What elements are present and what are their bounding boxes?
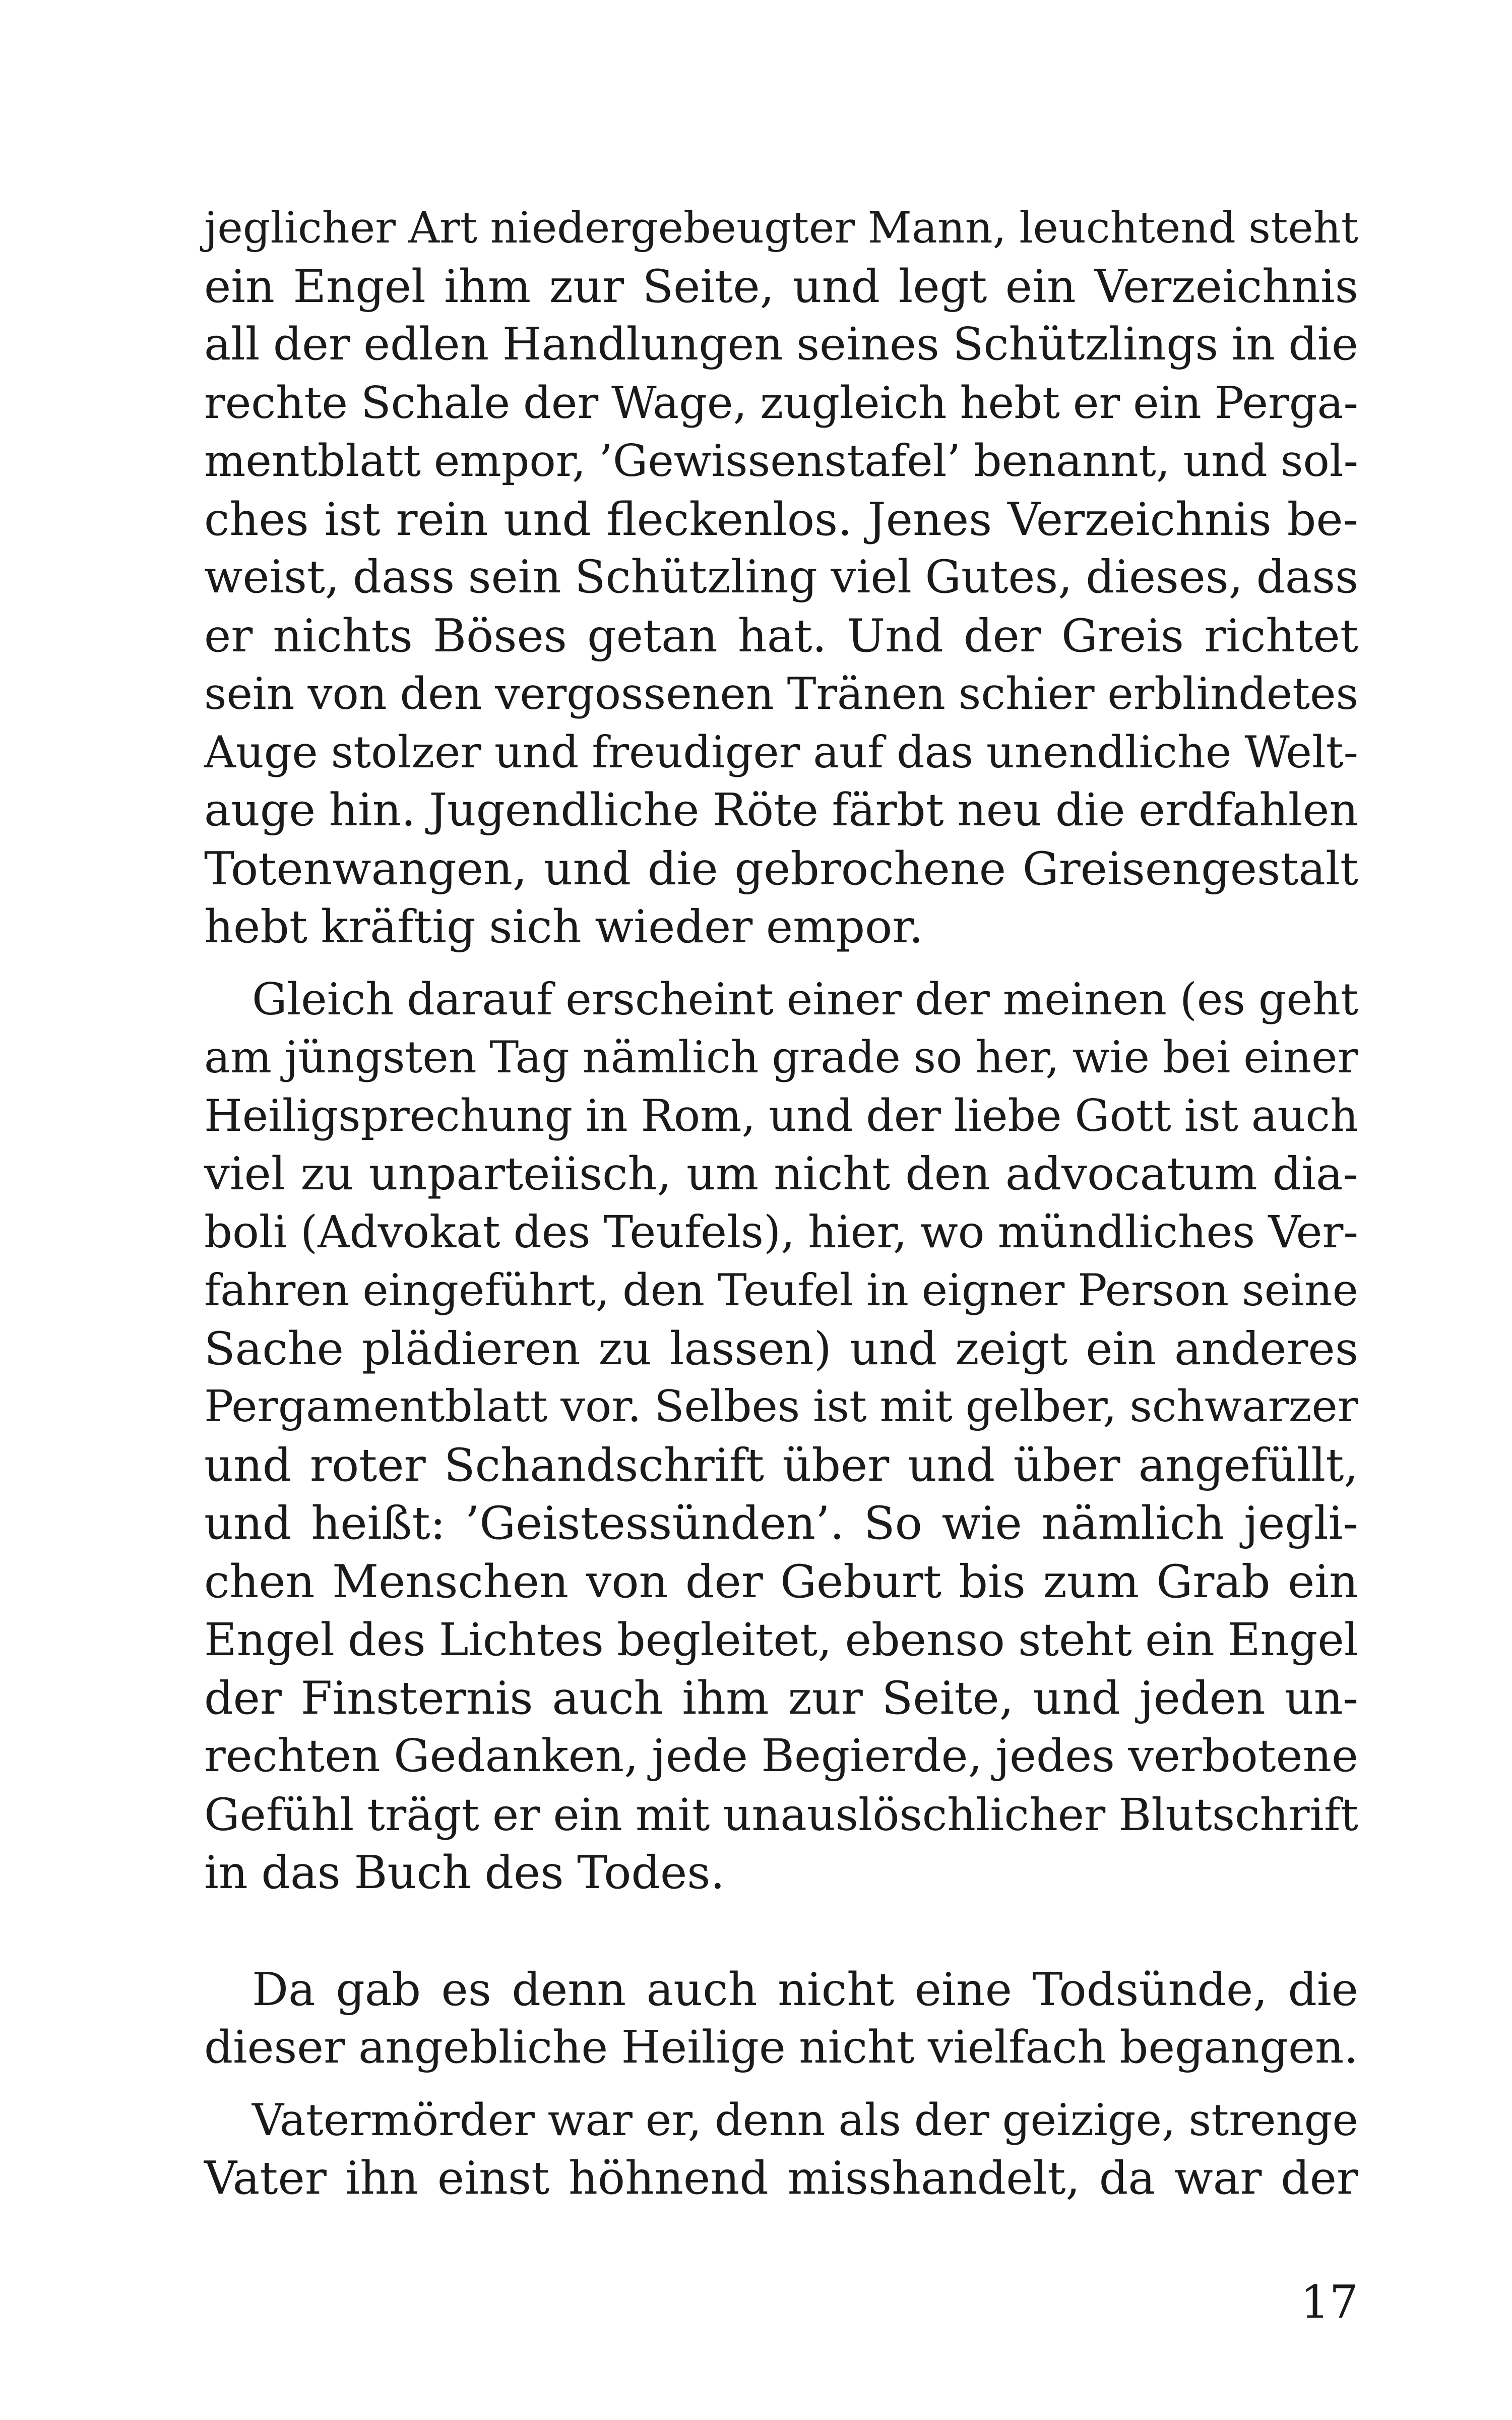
text-line: rechte Schale der Wage, zugleich hebt er ein Perga- (204, 377, 1358, 429)
text-line: weist, dass sein Schützling viel Gutes, dieses, dass (204, 551, 1358, 603)
paragraph-2 (204, 971, 1358, 1902)
text-line: am jüngsten Tag nämlich grade so her, wie bei einer (204, 1032, 1358, 1083)
paragraph-1 (204, 199, 1358, 956)
text-line: Sache plädieren zu lassen) und zeigt ein anderes (204, 1322, 1358, 1375)
text-line: und roter Schandschrift über und über angefüllt, (204, 1438, 1358, 1492)
text-line: Vatermörder war er, denn als der geizige, strenge (252, 2094, 1358, 2146)
page-body (204, 199, 1358, 2208)
text-line: Totenwangen, und die gebrochene Greisengestalt (204, 842, 1358, 895)
text-line: viel zu unparteiisch, um nicht den advocatum dia- (204, 1147, 1358, 1200)
text-line: mentblatt empor, ’Gewissenstafel’ benannt, und sol- (204, 435, 1358, 487)
text-line: ein Engel ihm zur Seite, und legt ein Verzeichnis (204, 260, 1358, 313)
text-line: all der edlen Handlungen seines Schützlings in die (204, 318, 1358, 371)
text-line: in das Buch des Todes. (204, 1846, 725, 1899)
text-line: Auge stolzer und freudiger auf das unendliche Welt- (204, 727, 1358, 778)
text-line: dieser angebliche Heilige nicht vielfach begangen. (204, 2021, 1358, 2074)
text-line: der Finsternis auch ihm zur Seite, und jeden un- (204, 1671, 1358, 1725)
text-line: chen Menschen von der Geburt bis zum Grab ein (204, 1555, 1358, 1608)
text-line: Heiligsprechung in Rom, und der liebe Gott ist auch (204, 1090, 1358, 1141)
text-line: Engel des Lichtes begleitet, ebenso steht ein Engel (204, 1614, 1358, 1666)
text-line: hebt kräftig sich wieder empor. (204, 900, 923, 953)
paragraph-3 (204, 1961, 1358, 2077)
text-line: sein von den vergossenen Tränen schier erblindetes (204, 669, 1358, 719)
text-line: ches ist rein und fleckenlos. Jenes Verzeichnis be- (204, 493, 1358, 546)
text-line: und heißt: ’Geistessünden’. So wie nämlich jegli- (204, 1497, 1358, 1550)
text-line: boli (Advokat des Teufels), hier, wo mündliches Ver- (204, 1206, 1358, 1258)
paragraph-4 (204, 2091, 1358, 2208)
text-line: Gefühl trägt er ein mit unauslöschlicher Blutschrift (204, 1788, 1358, 1841)
text-line: Pergamentblatt vor. Selbes ist mit gelber, schwarzer (204, 1381, 1358, 1432)
text-line: auge hin. Jugendliche Röte färbt neu die erdfahlen (204, 784, 1358, 836)
text-line: Da gab es denn auch nicht eine Todsünde, die (252, 1963, 1358, 2016)
text-line: er nichts Böses getan hat. Und der Greis richtet (204, 609, 1358, 662)
text-line: jeglicher Art niedergebeugter Mann, leuchtend steht (204, 203, 1358, 253)
text-line: fahren eingeführt, den Teufel in eigner Person seine (204, 1265, 1358, 1316)
text-line: rechten Gedanken, jede Begierde, jedes verbotene (204, 1730, 1358, 1782)
text-line: Vater ihn einst höhnend misshandelt, da war der (204, 2152, 1358, 2205)
page-number: 17 (1300, 2276, 1358, 2329)
text-line: Gleich darauf erscheint einer der meinen (es geht (252, 973, 1358, 1025)
